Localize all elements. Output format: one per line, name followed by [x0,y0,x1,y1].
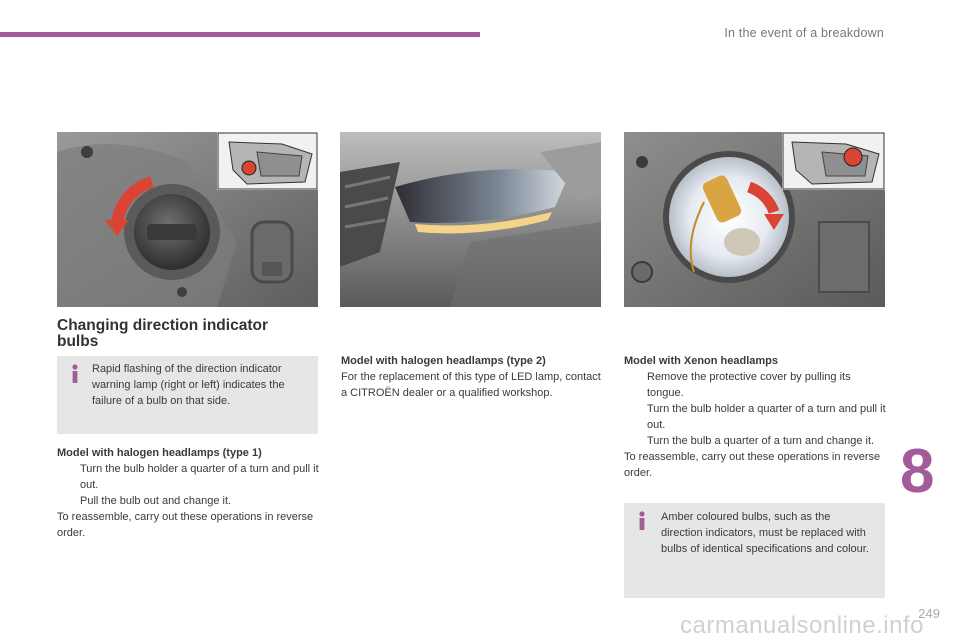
photo-halogen-type2 [340,132,601,307]
info-icon [637,511,647,531]
list-item-text: Turn the bulb a quarter of a turn and change it. [647,435,875,447]
list-item [57,493,319,509]
column-subtitle: Model with halogen headlamps (type 1) [57,447,262,459]
column-xenon [624,353,886,481]
info-box-warning-lamp [57,356,318,434]
list-item [624,369,886,401]
section-title: In the event of a breakdown [724,26,884,40]
info-box-text: Rapid flashing of the direction indicator warning lamp (right or left) indicates the failure of a bulb on that side. [92,363,285,407]
column-footer: To reassemble, carry out these operations in reverse order. [57,511,314,539]
page-number: 249 [918,606,940,621]
list-item [624,433,886,449]
photo-halogen-type1 [57,132,318,307]
list-item-text: Turn the bulb holder a quarter of a turn and pull it out. [647,403,886,431]
page-heading: Changing direction indicator bulbs [57,317,268,350]
watermark: carmanualsonline.info [680,612,924,639]
photo-xenon [624,132,885,307]
info-box-text: Amber coloured bulbs, such as the direction indicators, must be replaced with bulbs of identical specifications and colour. [661,511,869,555]
column-text: For the replacement of this type of LED lamp, contact a CITROËN dealer or a qualified workshop. [341,371,601,399]
list-item [624,401,886,433]
list-item [57,461,319,493]
column-subtitle: Model with halogen headlamps (type 2) [341,355,546,367]
column-footer: To reassemble, carry out these operations in reverse order. [624,451,881,479]
column-subtitle: Model with Xenon headlamps [624,355,779,367]
info-icon [70,364,80,384]
list-item-text: Pull the bulb out and change it. [80,495,232,507]
header-accent-bar [0,32,480,37]
chapter-number: 8 [900,437,935,506]
column-halogen-type1 [57,445,319,541]
info-box-amber-bulbs [624,503,885,598]
column-halogen-type2 [341,353,601,401]
list-item-text: Turn the bulb holder a quarter of a turn and pull it out. [80,463,319,491]
list-item-text: Remove the protective cover by pulling its tongue. [647,371,851,399]
